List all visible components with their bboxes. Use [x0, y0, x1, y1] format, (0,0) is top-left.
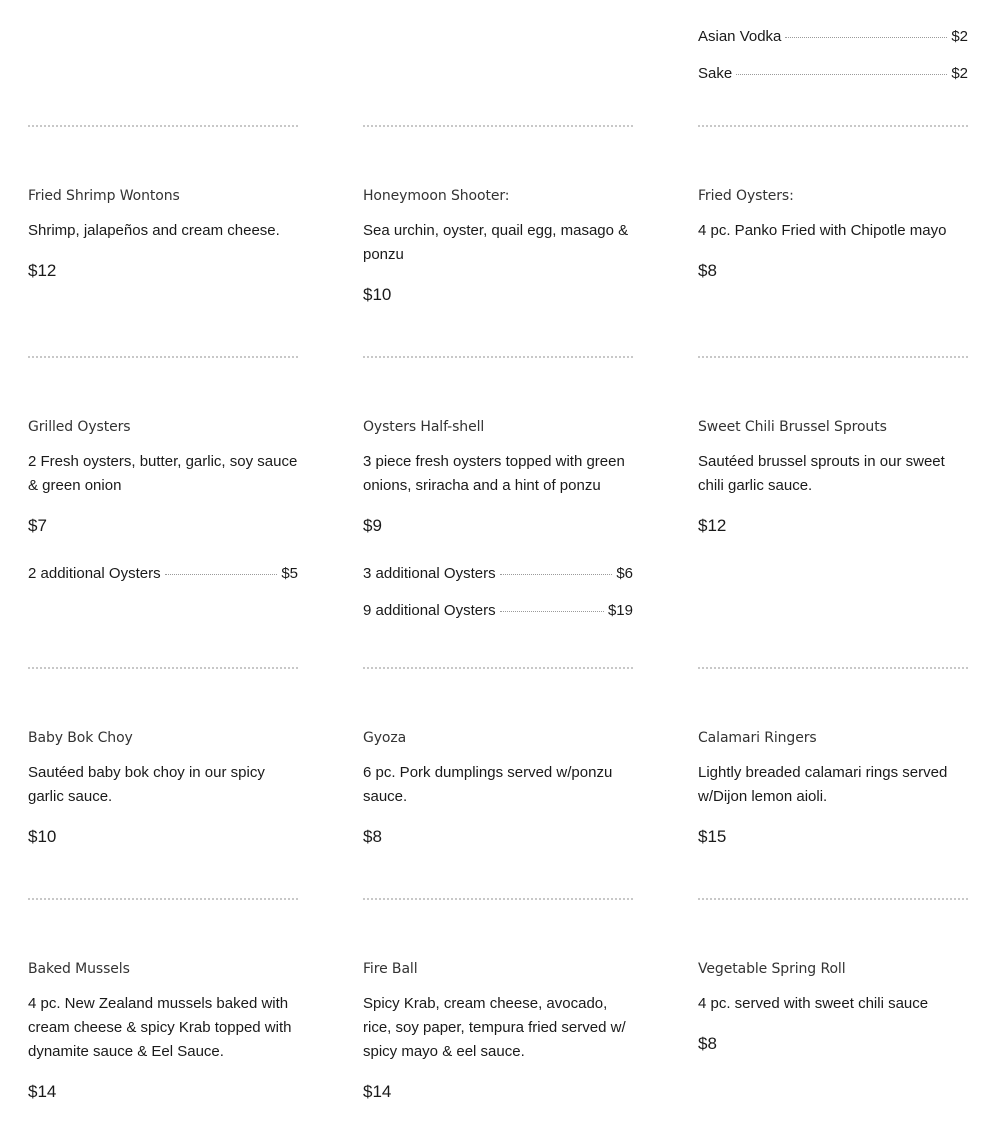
menu-item [28, 418, 298, 584]
item-name: Oysters Half-shell [363, 419, 485, 435]
item-name: Sweet Chili Brussel Sprouts [698, 419, 887, 435]
item-price: $14 [363, 1082, 392, 1101]
item-name: Baby Bok Choy [28, 730, 133, 746]
addon-price: $19 [607, 602, 633, 619]
item-description: Sea urchin, oyster, quail egg, masago & ponzu [363, 222, 629, 263]
addon-row [363, 601, 633, 621]
menu-item [363, 187, 633, 306]
addon-price: $5 [281, 565, 298, 582]
item-name: Fried Oysters: [698, 188, 794, 204]
item-description: 6 pc. Pork dumplings served w/ponzu sauce. [363, 764, 613, 805]
item-name: Gyoza [363, 730, 407, 746]
addon-row [363, 564, 633, 584]
addon-label: 3 additional Oysters [363, 565, 496, 582]
item-name: Fried Shrimp Wontons [28, 188, 180, 204]
addon-row [28, 564, 298, 584]
item-price: $8 [698, 261, 717, 280]
item-price: $9 [363, 516, 382, 535]
dot-leader [785, 37, 947, 38]
menu-item [698, 960, 968, 1055]
item-description: Shrimp, jalapeños and cream cheese. [28, 222, 280, 239]
item-name: Grilled Oysters [28, 419, 131, 435]
addon-row [698, 27, 968, 47]
item-price: $12 [28, 261, 57, 280]
addon-label: Sake [698, 65, 733, 82]
addon-price: $2 [951, 28, 968, 45]
divider [363, 898, 633, 900]
menu-item [363, 729, 633, 848]
item-description: Spicy Krab, cream cheese, avocado, rice, soy paper, tempura fried served w/ spicy mayo & eel sauce. [363, 995, 626, 1060]
dot-leader [500, 611, 604, 612]
menu-item [28, 960, 298, 1103]
divider [363, 125, 633, 127]
dot-leader [500, 574, 613, 575]
item-name: Baked Mussels [28, 961, 130, 977]
item-price: $15 [698, 827, 727, 846]
divider [698, 125, 968, 127]
divider [698, 898, 968, 900]
menu-item [698, 418, 968, 537]
addon-label: 9 additional Oysters [363, 602, 496, 619]
addon-label: Asian Vodka [698, 28, 782, 45]
divider [698, 667, 968, 669]
divider [28, 356, 298, 358]
divider [28, 667, 298, 669]
item-description: 3 piece fresh oysters topped with green onions, sriracha and a hint of ponzu [363, 453, 625, 494]
addon-price: $6 [616, 565, 633, 582]
item-price: $7 [28, 516, 47, 535]
item-price: $14 [28, 1082, 57, 1101]
item-price: $8 [363, 827, 382, 846]
item-description: Sautéed baby bok choy in our spicy garlic sauce. [28, 764, 265, 805]
item-description: 4 pc. served with sweet chili sauce [698, 995, 929, 1012]
divider [698, 356, 968, 358]
item-description: 2 Fresh oysters, butter, garlic, soy sauce & green onion [28, 453, 298, 494]
menu-item [363, 418, 633, 621]
addon-row [698, 64, 968, 84]
addon-price: $2 [951, 65, 968, 82]
item-description: 4 pc. Panko Fried with Chipotle mayo [698, 222, 947, 239]
menu-item [28, 729, 298, 848]
item-price: $10 [363, 285, 392, 304]
item-description: Sautéed brussel sprouts in our sweet chili garlic sauce. [698, 453, 945, 494]
menu-item [698, 187, 968, 282]
divider [363, 356, 633, 358]
divider [28, 898, 298, 900]
menu-item [28, 187, 298, 282]
item-price: $8 [698, 1034, 717, 1053]
item-price: $12 [698, 516, 727, 535]
item-description: 4 pc. New Zealand mussels baked with cream cheese & spicy Krab topped with dynamite sauce & Eel Sauce. [28, 995, 292, 1060]
menu-item [363, 960, 633, 1103]
addon-label: 2 additional Oysters [28, 565, 161, 582]
divider [28, 125, 298, 127]
item-description: Lightly breaded calamari rings served w/Dijon lemon aioli. [698, 764, 948, 805]
item-name: Fire Ball [363, 961, 418, 977]
top-addons [698, 27, 968, 84]
item-name: Calamari Ringers [698, 730, 817, 746]
item-name: Vegetable Spring Roll [698, 961, 846, 977]
divider [363, 667, 633, 669]
dot-leader [736, 74, 947, 75]
menu-item [698, 729, 968, 848]
item-name: Honeymoon Shooter: [363, 188, 510, 204]
dot-leader [165, 574, 278, 575]
item-price: $10 [28, 827, 57, 846]
